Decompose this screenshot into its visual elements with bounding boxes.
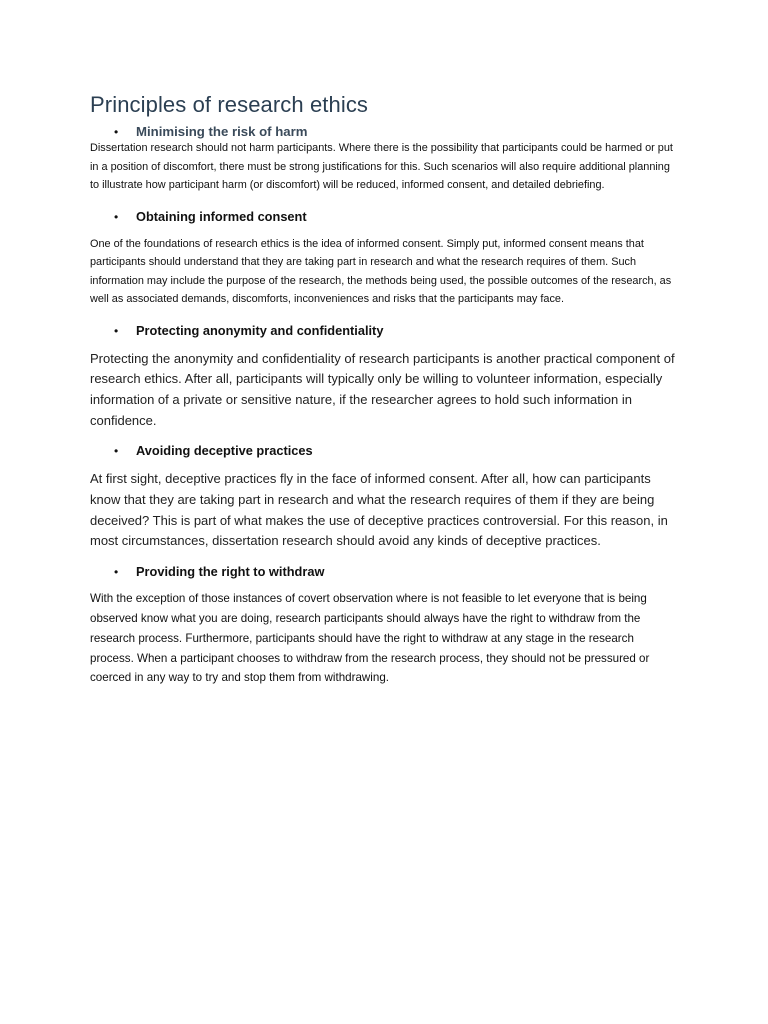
- section-heading-right-to-withdraw: [114, 564, 680, 579]
- bullet-icon: •: [114, 565, 119, 580]
- section-heading-text: Avoiding deceptive practices: [136, 443, 313, 459]
- bullet-icon: •: [114, 444, 119, 459]
- section-heading-text: Providing the right to withdraw: [136, 564, 325, 580]
- section-body-anonymity: Protecting the anonymity and confidentiality of research participants is another practical component of research ethics. After all, participants will typically only be willing to volunteer information, especially information of a private or sensitive nature, if the researcher agrees to hold such information in confidence.: [90, 350, 675, 428]
- section-heading-text: Protecting anonymity and confidentiality: [136, 322, 384, 338]
- section-heading-minimising-harm: [114, 124, 680, 139]
- bullet-icon: •: [114, 125, 119, 139]
- bullet-icon: •: [114, 209, 119, 224]
- section-heading-text: Minimising the risk of harm: [136, 124, 308, 139]
- section-heading-text: Obtaining informed consent: [136, 208, 307, 224]
- section-body-deceptive-practices: At first sight, deceptive practices fly in the face of informed consent. After all, how can participants know that they are taking part in research and what the research requires of them if they are being deceived? This is part of what makes the use of deceptive practices controversial. For this reason, in most circumstances, dissertation research should avoid any kinds of deceptive practices.: [90, 471, 668, 549]
- bullet-icon: •: [114, 323, 119, 338]
- document-title: Principles of research ethics: [90, 92, 369, 117]
- section-heading-anonymity: [114, 323, 680, 338]
- section-body-minimising-harm: Dissertation research should not harm participants. Where there is the possibility that participants could be harmed or put in a position of discomfort, there must be strong justifications for this. Such scenarios will also require additional planning to illustrate how participant harm (or discomfort) will be reduced, informed consent, and detailed debriefing.: [90, 142, 673, 191]
- section-body-right-to-withdraw: With the exception of those instances of covert observation where is not feasible to let everyone that is being observed know what you are doing, research participants should always have the right to withdraw from the research process. Furthermore, participants should have the right to withdraw at any stage in the research process. When a participant chooses to withdraw from the research process, they should not be pressured or coerced in any way to try and stop them from withdrawing.: [90, 592, 650, 685]
- section-body-informed-consent: One of the foundations of research ethics is the idea of informed consent. Simply put, informed consent means that participants should understand that they are taking part in research and what the research requires of them. Such information may include the purpose of the research, the methods being used, the possible outcomes of the research, as well as associated demands, discomforts, inconveniences and risks that the participants may face.: [90, 237, 672, 305]
- document-page: [90, 92, 680, 688]
- section-heading-deceptive-practices: [114, 443, 680, 458]
- section-heading-informed-consent: [114, 209, 680, 224]
